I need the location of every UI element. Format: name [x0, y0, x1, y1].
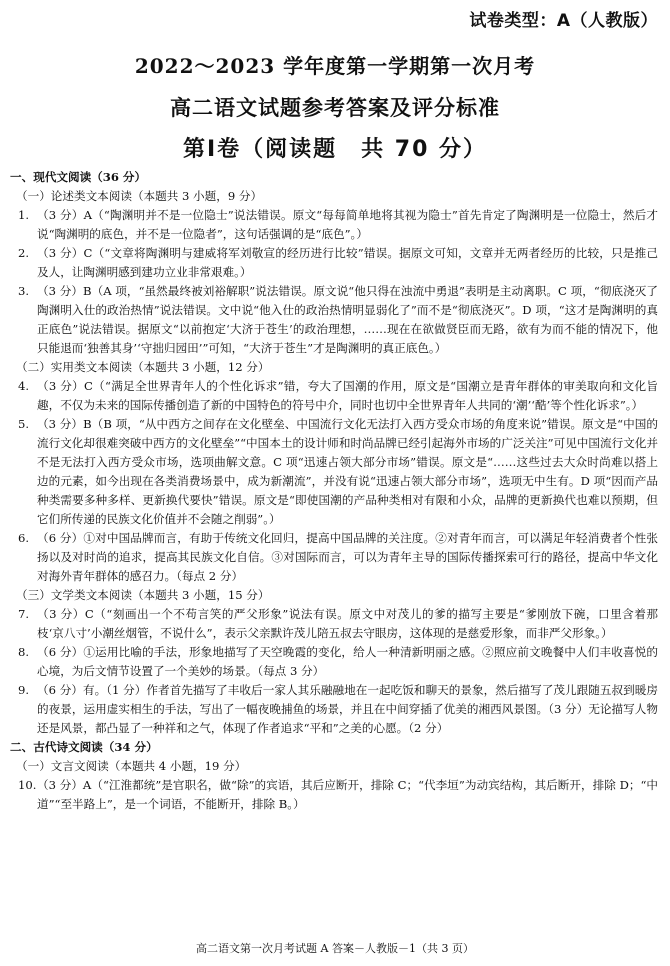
item-number: 7. — [18, 607, 30, 621]
item-number: 3. — [18, 284, 30, 298]
answer-item — [10, 377, 658, 415]
volume-title: 第Ⅰ卷（阅读题 共 70 分） — [182, 137, 488, 162]
item-text: （3 分）A（“陶渊明并不是一位隐士”说法错误。原文“每每简单地将其视为隐士”首先肯定了陶渊明是一位隐士，然后才说“陶渊明的底色，并不是一位隐者”，这句话强调的是“底色”。） — [37, 208, 658, 241]
item-text: （6 分）有。（1 分）作者首先描写了丰收后一家人其乐融融地在一起吃饭和聊天的景象，然后描写了茂儿跟随五叔到暖房的夜景，运用虚实相生的手法，写出了一幅夜晚捕鱼的场景，并且在中间穿插了优美的湘西风景图。（3 分）无论描写人物还是风景，都凸显了一种祥和之气，体现了作者追求“平和”之美的心愿。（2 分） — [37, 683, 658, 735]
item-number: 1. — [18, 208, 30, 222]
item-number: 10. — [18, 778, 37, 792]
item-text: （6 分）①运用比喻的手法，形象地描写了天空晚霞的变化，给人一种清新明丽之感。②照应前文晚餐中人们丰收喜悦的心境，为后文情节设置了一个美妙的场景。（每点 3 分） — [37, 645, 658, 678]
answer-item — [10, 605, 658, 643]
item-text: （3 分）A（“江淮都统”是官职名，做“除”的宾语，其后应断开，排除 C；“代李垣”为动宾结构，其后断开，排除 D；“中道”“至半路上”，是一个词语，不能断开，排除 B。） — [37, 778, 658, 811]
item-text: （3 分）C（“满足全世界青年人的个性化诉求”错，夸大了国潮的作用，原文是“国潮立是青年群体的审美取向和文化旨趣，不仅为未来的国际传播创造了新的中国特色的符号中介，同时也切中全世界青年人共同的‘潮’‘酷’等个性化诉求”。） — [37, 379, 658, 412]
answer-body — [10, 168, 658, 814]
exam-title: 2022～2023 学年度第一学期第一次月考 — [134, 54, 536, 78]
answer-item — [10, 681, 658, 738]
item-number: 2. — [18, 246, 30, 260]
answer-item — [10, 529, 658, 586]
item-number: 5. — [18, 417, 30, 431]
document-title: 高二语文试题参考答案及评分标准 — [170, 96, 500, 120]
item-text: （3 分）C（“刻画出一个不苟言笑的严父形象”说法有误。原文中对茂儿的爹的描写主要是“爹刚放下碗，口里含着那枝‘京八寸’小潮丝烟管，不说什么”，表示父亲默许茂儿陪五叔去守眼房，这体现的是慈爱形象，而非严父形象。） — [37, 607, 658, 640]
item-number: 9. — [18, 683, 30, 697]
paper-type-label: 试卷类型：A（人教版） — [469, 11, 658, 31]
answer-item — [10, 282, 658, 358]
item-number: 4. — [18, 379, 30, 393]
item-text: （3 分）B（A 项，“虽然最终被刘裕解职”说法错误。原文说“他只得在浊流中勇退”表明是主动离职。C 项，“彻底浇灭了陶渊明入仕的政治热情”说法错误。文中说“他入仕的政治热情明显弱化了”而不是“彻底浇灭”。D 项，“这才是陶渊明的真正底色”说法错误。据原文“以前抱定‘大济于苍生’的政治理想，……现在在欲做贤臣而无路，欲有为而不能的情况下，他只能退而‘独善其身’‘守拙归园田’”可知，“大济于苍生”才是陶渊明的真正底色。） — [37, 284, 658, 355]
section-title: 一、现代文阅读（36 分） — [10, 170, 147, 184]
section-title: 二、古代诗文阅读（34 分） — [10, 740, 158, 754]
item-text: （3 分）B（B 项，“从中西方之间存在文化壁垒、中国流行文化无法打入西方受众市场的角度来说”错误。原文是“中国的流行文化却很难突破中西方的文化壁垒”“中国本土的设计师和时尚品牌已经引起海外市场的广泛关注”可见中国流行文化并不是无法打入西方受众市场，选项曲解文意。C 项“迅速占领大部分市场”错误。原文是“……这些过去大众时尚难以搭上边的元素，如今出现在各类消费场景中，成为新潮流”，并没有说“迅速占领大部分市场”，选项无中生有。D 项“因而产品种类需要多种多样、更新换代要快”错误。原文是“即使国潮的产品种类相对有限和小众，品牌的更新换代也难以预期，但它们所传递的民族文化价值并不会随之削弱”。） — [37, 417, 658, 526]
subsection-title: （一）文言文阅读（本题共 4 小题，19 分） — [16, 759, 247, 773]
subsection-title: （三）文学类文本阅读（本题共 3 小题，15 分） — [16, 588, 270, 602]
page-footer: 高二语文第一次月考试题 A 答案－人教版－1（共 3 页） — [196, 942, 474, 955]
answer-item — [10, 776, 658, 814]
item-number: 8. — [18, 645, 30, 659]
answer-item — [10, 415, 658, 529]
item-number: 6. — [18, 531, 30, 545]
subsection-title: （二）实用类文本阅读（本题共 3 小题，12 分） — [16, 360, 270, 374]
item-text: （3 分）C（“文章将陶渊明与建威将军刘敬宣的经历进行比较”错误。据原文可知，文章并无两者经历的比较，只是推己及人，让陶渊明感到建功立业非常艰难。） — [37, 246, 658, 279]
subsection-title: （一）论述类文本阅读（本题共 3 小题，9 分） — [16, 189, 263, 203]
answer-item — [10, 244, 658, 282]
item-text: （6 分）①对中国品牌而言，有助于传统文化回归，提高中国品牌的关注度。②对青年而言，可以满足年轻消费者个性张扬以及对时尚的追求，提高其民族文化自信。③对国际而言，可以为青年主导的国际传播探索可行的路径，提高中华文化对海外青年群体的感召力。（每点 2 分） — [37, 531, 658, 583]
answer-item — [10, 206, 658, 244]
answer-item — [10, 643, 658, 681]
